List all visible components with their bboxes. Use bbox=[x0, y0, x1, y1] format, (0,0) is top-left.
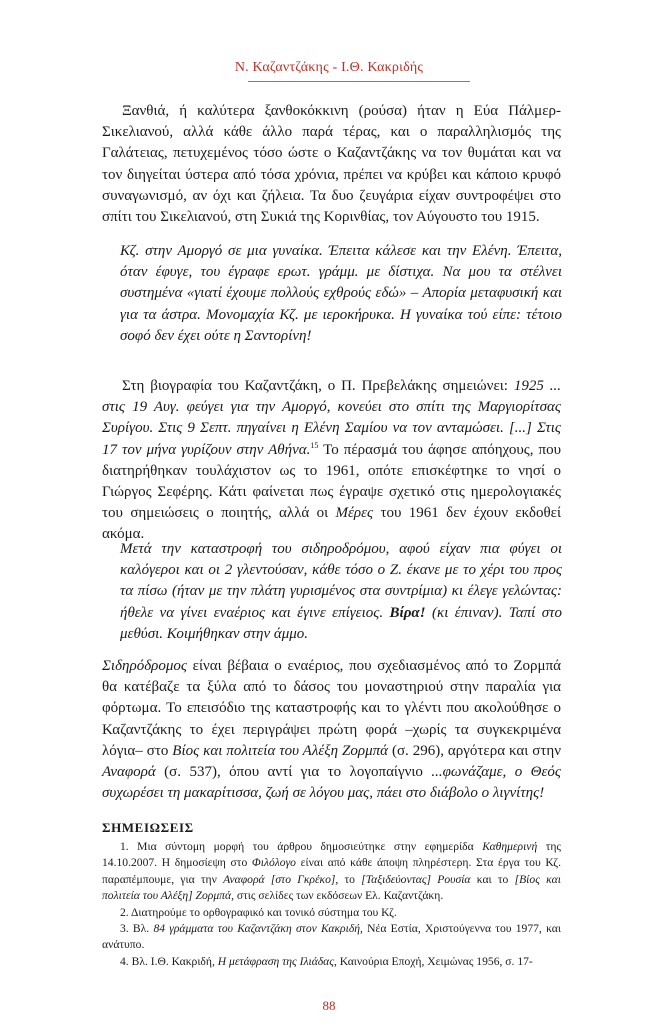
book-title-anafora: Αναφορά bbox=[102, 764, 156, 781]
note-1-g: , το bbox=[335, 872, 362, 886]
term-sidirodromos: Σιδηρόδρομος bbox=[102, 658, 187, 674]
quote-2-tail: (κι έπιναν). Ταπί στο μεθύσι. Κοιμήθηκαν στην άμμο. bbox=[120, 604, 562, 642]
paragraph-3-quote: ...φωνάζαμε, ο Θεός συχωρέσει τη μακαρίτισσα, ζωή σε λόγου μας, πάει στο διάβολο ο λιγνίτης! bbox=[102, 764, 562, 802]
note-1-a: 1. Μια σύντομη μορφή του άρθρου δημοσιεύτηκε στην εφημερίδα bbox=[120, 840, 483, 853]
block-quote-2 bbox=[120, 539, 562, 645]
note-4-b: Η μετάφραση της Ιλιάδας bbox=[217, 954, 334, 968]
note-1 bbox=[102, 839, 561, 905]
book-title-zorba: Βίος και πολιτεία του Αλέξη Ζορμπά bbox=[172, 742, 389, 759]
note-2: 2. Διατηρούμε το ορθογραφικό και τονικό σύστημα του Κζ. bbox=[120, 905, 397, 919]
block-quote-1: Κζ. στην Αμοργό σε μια γυναίκα. Έπειτα κάλεσε και την Ελένη. Έπειτα, όταν έφυγε, του έγραφε ερωτ. γράμμ. με δίστιχα. Να μου τα στέλνει συστημένα «γιατί έχουμε πολλούς εχθρούς εδώ» – Απορία μεταφυσική και για τα άστρα. Μονομαχία Κζ. με ιεροκήρυκα. Η γυναίκα τού είπε: τέτοιο σοφό δεν έχει ούτε η Σαντορίνη! bbox=[120, 243, 562, 344]
paragraph-3-part-3: (σ. 537), όπου αντί για το λογοπαίγνιο bbox=[155, 764, 432, 781]
note-3-a: 3. Βλ. bbox=[120, 922, 154, 936]
note-1-b: Καθημερινή bbox=[482, 840, 538, 853]
biography-citation: 1925 ... στις 19 Αυγ. φεύγει για την Αμοργό, κονεύει στο σπίτι της Μαργιορίτσας Συρίγου. Στις 9 Σεπτ. πηγαίνει η Ελένη Σαμίου να τον ανταμώσει. [...] Στις 17 τον μήνα γυρίζουν στην Αθήνα. bbox=[102, 378, 562, 458]
note-1-c: της 14.10.2007. Η δημοσίεψη στο bbox=[102, 840, 562, 870]
notes-section bbox=[102, 839, 561, 970]
note-3-c: , Νέα Εστία, Χριστούγεννα του 1977, και ανάτυπο. bbox=[102, 922, 562, 952]
note-1-i: και το bbox=[470, 872, 515, 886]
paragraph-3-part-2: (σ. 296), αργότερα και στην bbox=[388, 742, 561, 759]
quote-2-bold: Βίρα! bbox=[389, 604, 426, 621]
book-title-meres: Μέρες bbox=[335, 505, 374, 522]
body-paragraph-3 bbox=[102, 656, 561, 804]
note-1-f: Αναφορά [στο Γκρέκο] bbox=[223, 872, 336, 886]
paragraph-2-middle: Το πέρασμά του άφησε απόηχους, που διατηρήθηκαν τουλάχιστον ως το 1961, οπότε επισκέφτηκε το νησί ο Γιώργος Σεφέρης. Κάτι φαίνεται πως έγραψε σχετικό στις ημερολογιακές του σημειώσεις ο ποιητής, αλλά οι bbox=[102, 441, 562, 522]
quote-2-text: Μετά την καταστροφή του σιδηροδρόμου, αφού είχαν πια φύγει οι καλόγεροι και οι 2 γλεντούσαν, κάθε τόσο ο Ζ. έκανε με το χέρι του προς τα πίσω (ήταν με την πλάτη γυρισμένος στα συντρίμια) κι έλεγε γελώντας: ήθελε να γίνει εναέριος και έγινε επίγειος. bbox=[120, 541, 562, 621]
paragraph-3-part-1: είναι βέβαια ο εναέριος, που σχεδιασμένος από το Ζορμπά θα κατέβαζε τα ξύλα από το δάσος του μοναστηριού στην παραλία για φόρτωμα. Το επεισόδιο της καταστροφής και το γλέντι που ακολούθησε ο Καζαντζάκης το έχει περιγράψει πρώτη φορά –χωρίς τα συγκεκριμένα λόγια– στο bbox=[102, 658, 561, 759]
paragraph-2-tail: του 1961 δεν έχουν εκδοθεί ακόμα. bbox=[102, 505, 561, 543]
header-underline bbox=[248, 81, 470, 82]
note-1-h: [Ταξιδεύοντας] Ρουσία bbox=[361, 872, 471, 886]
body-paragraph-1: Ξανθιά, ή καλύτερα ξανθοκόκκινη (ρούσα) ήταν η Εύα Πάλμερ-Σικελιανού, αλλά κάθε άλλο παρά τέρας, και ο παραλληλισμός της Γαλάτειας, πετυχεμένος τόσο ώστε ο Καζαντζάκης να τον θυμάται και να τον διηγείται ύστερα από τόσα χρόνια, πρέπει να κρύβει και κάποιο κρυφό συναγωνισμό, αν όχι και ζήλεια. Τα δυο ζευγάρια είχαν συντροφέψει στο σπίτι του Σικελιανού, στη Συκιά της Κορινθίας, τον Αύγουστο του 1915. bbox=[102, 103, 561, 226]
note-1-k: , στις σελίδες των εκδόσεων Ελ. Καζαντζάκη. bbox=[231, 889, 444, 903]
note-3 bbox=[102, 921, 561, 954]
notes-heading: ΣΗΜΕΙΩΣΕΙΣ bbox=[102, 820, 194, 835]
paragraph-2-lead: Στη βιογραφία του Καζαντζάκη, ο Π. Πρεβελάκης σημειώνει: bbox=[122, 378, 514, 394]
note-1-e: είναι από κάθε άποψη πληρέστερη. Στα έργα του Κζ. παραπέμπουμε, για την bbox=[102, 856, 561, 886]
note-1-d: Φιλόλογο bbox=[251, 856, 296, 870]
note-3-b: 84 γράμματα του Καζαντζάκη στον Κακριδή bbox=[153, 922, 360, 936]
note-1-j: [Βίος και πολιτεία του Αλέξη] Ζορμπά bbox=[102, 872, 561, 903]
note-4-c: , Καινούρια Εποχή, Χειμώνας 1956, σ. 17- bbox=[333, 954, 533, 968]
body-paragraph-2 bbox=[102, 376, 561, 546]
page-number: 88 bbox=[322, 998, 336, 1013]
note-4 bbox=[102, 954, 561, 970]
note-4-a: 4. Βλ. Ι.Θ. Κακριδή, bbox=[120, 954, 218, 968]
running-header: Ν. Καζαντζάκης - Ι.Θ. Κακριδής bbox=[234, 60, 424, 75]
footnote-reference[interactable]: 15 bbox=[310, 440, 319, 450]
